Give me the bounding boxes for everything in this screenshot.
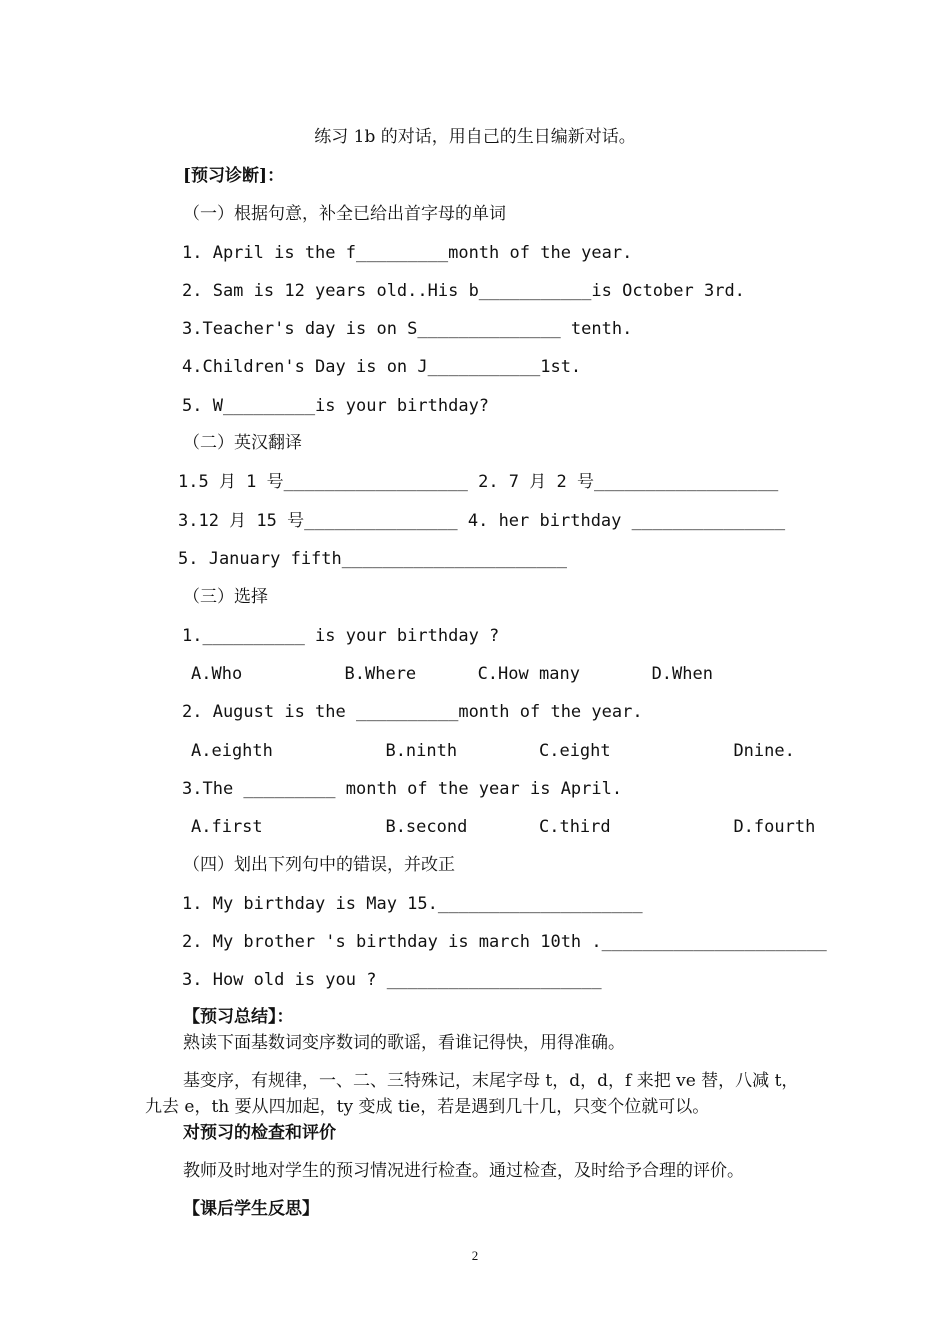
part3-item-2: 2. August is the __________month of the year. xyxy=(182,702,643,722)
part1-item-3: 3.Teacher's day is on S______________ tenth. xyxy=(182,319,633,339)
part4-item-3: 3. How old is you ? _____________________ xyxy=(182,970,602,990)
part4-item-2: 2. My brother 's birthday is march 10th .______________________ xyxy=(182,932,827,952)
summary-heading: 【预习总结】： xyxy=(183,1007,294,1027)
part2-item-2: 3.12 月 15 号_______________ 4. her birthday _______________ xyxy=(178,511,786,531)
part1-item-2: 2. Sam is 12 years old..His b___________is October 3rd. xyxy=(182,281,745,301)
check-text: 教师及时地对学生的预习情况进行检查。通过检查，及时给予合理的评价。 xyxy=(183,1161,744,1181)
part3-options-1: A.Who B.Where C.How many D.When xyxy=(191,664,713,684)
check-heading: 对预习的检查和评价 xyxy=(183,1123,336,1143)
part3-item-1: 1.__________ is your birthday ? xyxy=(182,626,500,646)
part1-item-1: 1. April is the f_________month of the year. xyxy=(182,243,633,263)
part3-item-3: 3.The _________ month of the year is April. xyxy=(182,779,623,799)
intro-line: 练习 1b 的对话，用自己的生日编新对话。 xyxy=(314,127,636,147)
part1-item-4: 4.Children's Day is on J___________1st. xyxy=(182,357,582,377)
part2-item-1: 1.5 月 1 号__________________ 2. 7 月 2 号__________________ xyxy=(178,472,779,492)
part1-item-5: 5. W_________is your birthday? xyxy=(182,396,490,416)
diagnosis-heading: [预习诊断]： xyxy=(183,166,285,186)
part1-heading: （一）根据句意，补全已给出首字母的单词 xyxy=(183,204,506,224)
part3-options-3: A.first B.second C.third D.fourth xyxy=(191,817,816,837)
reflection-heading: 【课后学生反思】 xyxy=(183,1199,319,1219)
part3-options-2: A.eighth B.ninth C.eight Dnine. xyxy=(191,741,795,761)
summary-text: 熟读下面基数词变序数词的歌谣，看谁记得快，用得准确。 xyxy=(183,1033,625,1053)
part4-item-1: 1. My birthday is May 15.____________________ xyxy=(182,894,643,914)
part2-heading: （二）英汉翻译 xyxy=(183,433,302,453)
part2-item-3: 5. January fifth______________________ xyxy=(178,549,567,569)
part4-heading: （四）划出下列句中的错误，并改正 xyxy=(183,855,455,875)
page-number: 2 xyxy=(471,1248,479,1263)
rhyme-line-1: 基变序，有规律，一、二、三特殊记，末尾字母 t，d，d，f 来把 ve 替，八减 t， xyxy=(183,1071,799,1091)
rhyme-line-2: 九去 e，th 要从四加起，ty 变成 tie，若是遇到几十几，只变个位就可以。 xyxy=(145,1097,710,1117)
part3-heading: （三）选择 xyxy=(183,587,268,607)
